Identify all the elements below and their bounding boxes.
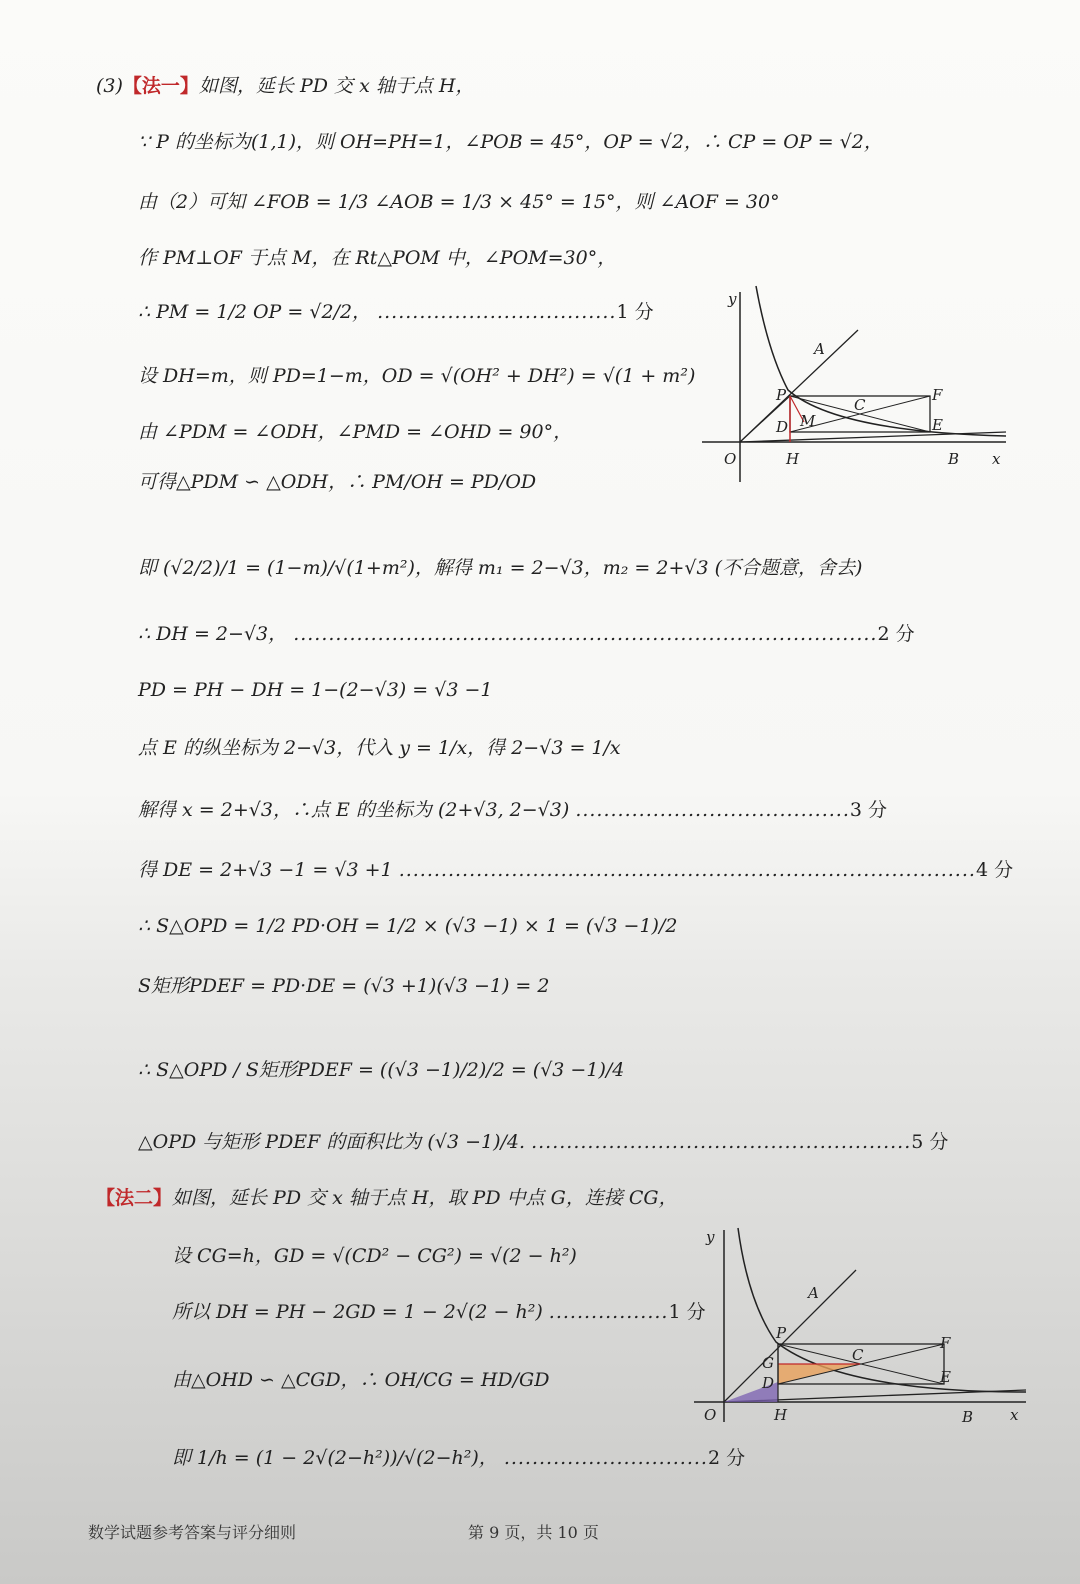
fig-label: y	[728, 290, 737, 308]
text-content: △OPD 与矩形 PDEF 的面积比为 (√3 −1)/4.	[138, 1131, 526, 1153]
fig-label: x	[992, 450, 1001, 468]
text-content: 解得 x = 2+√3，∴点 E 的坐标为 (2+√3, 2−√3)	[138, 799, 570, 821]
fig-label: E	[932, 416, 943, 434]
fig-label: O	[724, 450, 737, 468]
score-label: 4 分	[975, 859, 1014, 881]
text-line	[138, 858, 1013, 882]
dot-leader: .................	[548, 1301, 669, 1323]
text-line: ∴ S△OPD / S矩形PDEF = ((√3 −1)/2)/2 = (√3 −1)/4	[138, 1059, 625, 1081]
text-line: 设 CG=h，GD = √(CD² − CG²) = √(2 − h²)	[172, 1245, 577, 1267]
fig-label: O	[704, 1406, 717, 1424]
text-content: 即 1/h = (1 − 2√(2−h²))/√(2−h²)，	[172, 1447, 498, 1469]
fig-label: P	[776, 386, 787, 404]
text-line: ∴ S△OPD = 1/2 PD·OH = 1/2 × (√3 −1) × 1 = (√3 −1)/2	[138, 915, 678, 937]
line-OA	[724, 1270, 856, 1402]
fig-label: A	[814, 340, 825, 358]
fig-label: G	[762, 1354, 774, 1372]
text-content: ∴ DH = 2−√3，	[138, 623, 288, 645]
text-line: 由 ∠PDM = ∠ODH，∠PMD = ∠OHD = 90°，	[138, 421, 573, 443]
text-line: ∵ P 的坐标为(1,1)，则 OH=PH=1，∠POB = 45°，OP = √2，∴ CP = OP = √2，	[138, 131, 883, 153]
text-line	[172, 1446, 745, 1470]
fig-label: M	[800, 412, 816, 430]
fig-label: H	[786, 450, 800, 468]
text-line	[138, 622, 915, 646]
text-line: 由（2）可知 ∠FOB = 1/3 ∠AOB = 1/3 × 45° = 15°，则 ∠AOF = 30°	[138, 191, 780, 213]
text-line: 设 DH=m，则 PD=1−m，OD = √(OH² + DH²) = √(1 + m²)	[138, 365, 696, 387]
text-line	[138, 798, 887, 822]
text-line	[172, 1300, 706, 1324]
fig-label: C	[854, 396, 866, 414]
text-line: PD = PH − DH = 1−(2−√3) = √3 −1	[138, 679, 493, 701]
text-line: 可得△PDM ∽ △ODH，∴ PM/OH = PD/OD	[138, 471, 537, 493]
score-label: 2 分	[707, 1447, 746, 1469]
text-line: S矩形PDEF = PD·DE = (√3 +1)(√3 −1) = 2	[138, 975, 550, 997]
fig-label: x	[1010, 1406, 1019, 1424]
dot-leader: .......................................	[575, 799, 850, 821]
fig-label: y	[706, 1228, 715, 1246]
fig-label: C	[852, 1346, 864, 1364]
text-content: 所以 DH = PH − 2GD = 1 − 2√(2 − h²)	[172, 1301, 543, 1323]
text-line	[138, 300, 654, 324]
method1-heading: (3)【法一】如图，延长 PD 交 x 轴于点 H，	[96, 75, 475, 97]
dot-leader: ..................................	[377, 301, 617, 323]
fig-label: E	[940, 1368, 951, 1386]
footer-title: 数学试题参考答案与评分细则	[88, 1523, 297, 1542]
score-label: 1 分	[668, 1301, 706, 1323]
hyperbola-curve	[756, 286, 1006, 436]
dot-leader: ...................................................................................	[293, 623, 878, 645]
text-line: 由△OHD ∽ △CGD，∴ OH/CG = HD/GD	[172, 1369, 550, 1391]
figure-method2	[690, 1222, 1030, 1428]
dot-leader: ......................................................	[531, 1131, 912, 1153]
dot-leader: .............................	[503, 1447, 708, 1469]
score-label: 3 分	[849, 799, 887, 821]
text-content: 得 DE = 2+√3 −1 = √3 +1	[138, 859, 393, 881]
fig-label: D	[776, 418, 789, 436]
text-line	[138, 1130, 948, 1154]
page-number: 第 9 页，共 10 页	[468, 1523, 599, 1542]
dot-leader: ..................................................................................	[398, 859, 976, 881]
fig-label: F	[932, 386, 943, 404]
text-line: 作 PM⊥OF 于点 M，在 Rt△POM 中，∠POM=30°，	[138, 247, 617, 269]
fig-label: P	[776, 1324, 787, 1342]
text-content: ∴ PM = 1/2 OP = √2/2，	[138, 301, 372, 323]
fig-label: A	[808, 1284, 819, 1302]
figure-method1	[696, 282, 1012, 494]
fig-label: D	[762, 1374, 775, 1392]
score-label: 2 分	[877, 623, 915, 645]
text-line: 点 E 的纵坐标为 2−√3，代入 y = 1/x，得 2−√3 = 1/x	[138, 737, 621, 759]
method2-heading: 【法二】如图，延长 PD 交 x 轴于点 H，取 PD 中点 G，连接 CG，	[96, 1187, 678, 1209]
score-label: 5 分	[911, 1131, 949, 1153]
fig-label: B	[948, 450, 960, 468]
score-label: 1 分	[616, 301, 654, 323]
text-line: 即 (√2/2)/1 = (1−m)/√(1+m²)，解得 m₁ = 2−√3，m₂ = 2+√3 (不合题意，舍去)	[138, 557, 863, 579]
fig-label: F	[940, 1334, 951, 1352]
fig-label: H	[774, 1406, 788, 1424]
fig-label: B	[962, 1408, 974, 1426]
